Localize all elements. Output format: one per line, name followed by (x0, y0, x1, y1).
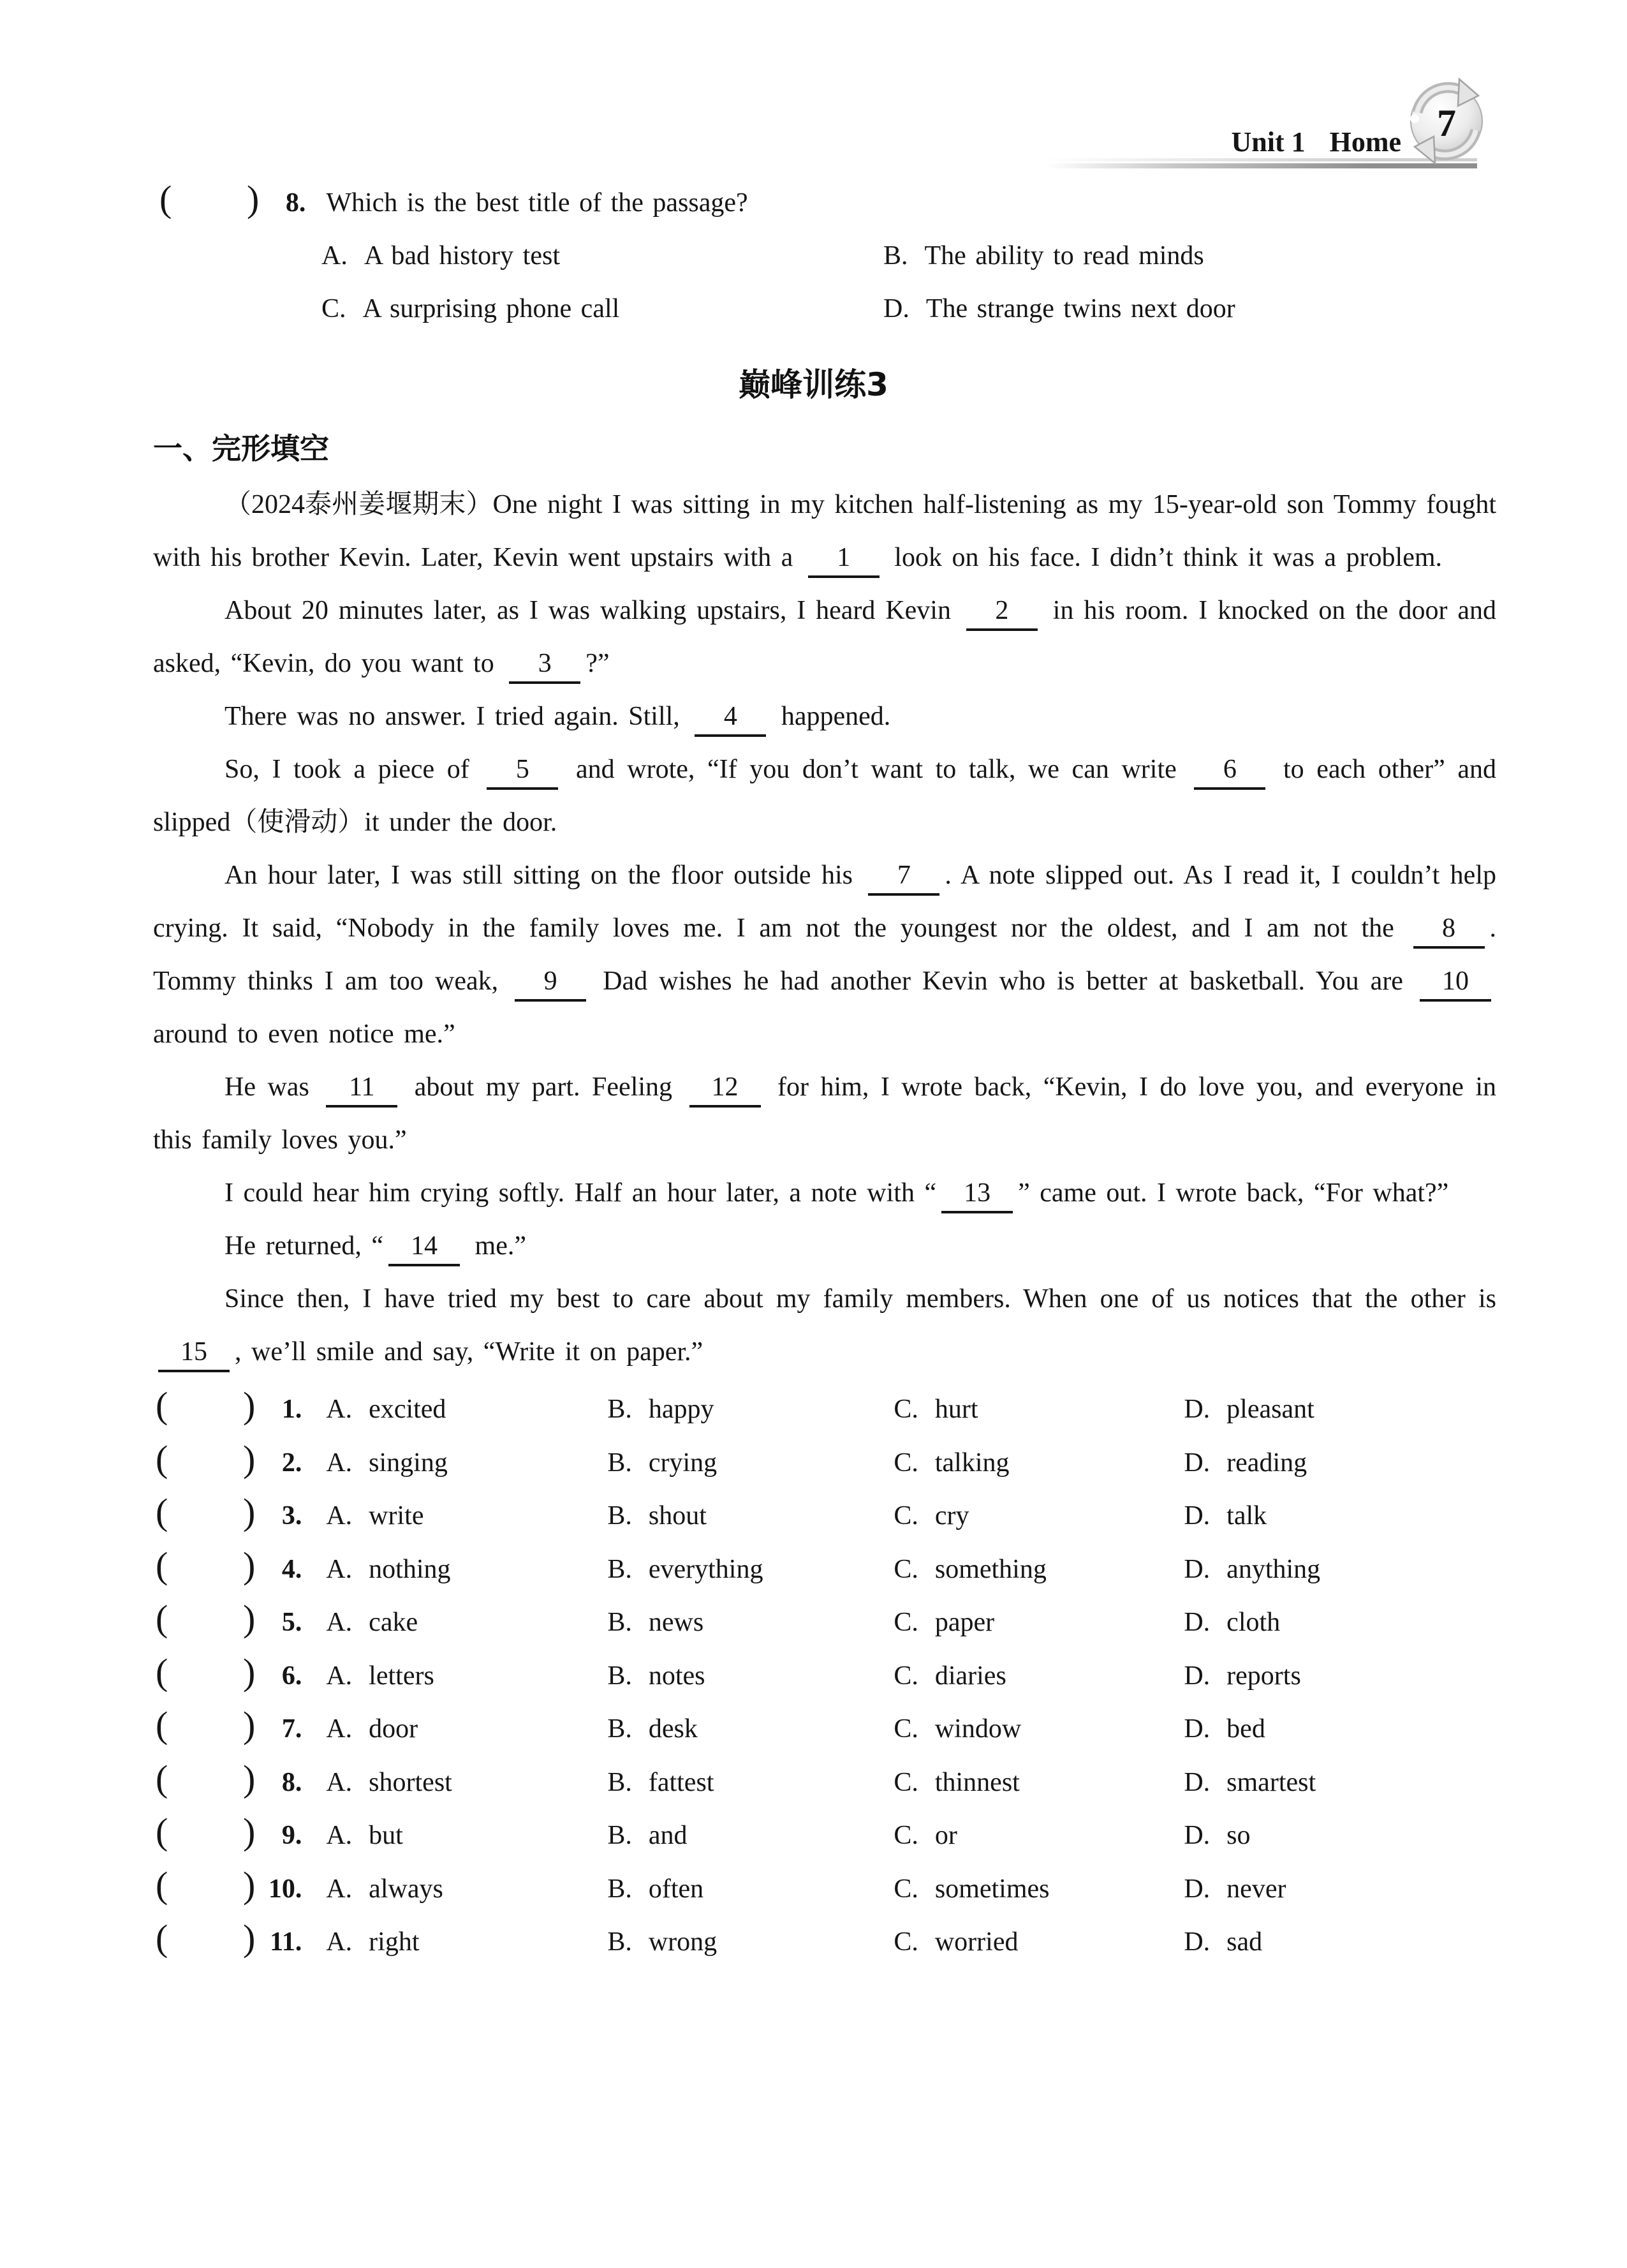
option-text: right (369, 1927, 420, 1957)
option-letter: C. (894, 1395, 918, 1424)
option-letter: B. (607, 1767, 632, 1797)
option-text: A bad history test (364, 241, 560, 271)
option-text: shout (648, 1501, 707, 1531)
option-letter: A. (326, 1608, 353, 1637)
option-b (607, 1490, 894, 1543)
answer-paren-close: ) (247, 178, 260, 219)
option-c (894, 1543, 1184, 1597)
option-text: everything (648, 1554, 763, 1584)
option-d (1184, 1543, 1627, 1597)
cloze-question-row-8 (156, 1752, 1627, 1805)
option-letter: C. (894, 1501, 918, 1531)
answer-paren-open: ( (156, 1650, 168, 1693)
option-letter: B. (607, 1395, 632, 1424)
option-text: sad (1226, 1927, 1263, 1957)
passage-paragraph: He returned, “ 14 me.” (153, 1220, 1496, 1273)
option-text: news (648, 1608, 704, 1637)
question-number: 4. (281, 1554, 302, 1584)
answer-paren-close: ) (243, 1917, 256, 1959)
option-letter: D. (1184, 1448, 1211, 1478)
option-d (1184, 1916, 1627, 1969)
option-text: shortest (369, 1767, 452, 1797)
answer-paren-open: ( (156, 1811, 168, 1852)
option-letter: D. (1184, 1554, 1211, 1584)
cloze-blank-6: 6 (1194, 755, 1265, 790)
option-letter: B. (883, 241, 908, 271)
answer-paren-open: ( (156, 1757, 168, 1799)
option-c (894, 1596, 1184, 1650)
cloze-question-row-11 (156, 1911, 1627, 1965)
answer-paren-close: ) (243, 1704, 256, 1745)
option-text: pleasant (1226, 1395, 1314, 1424)
option-letter: A. (326, 1448, 353, 1478)
option-letter: D. (883, 294, 909, 323)
option-a (326, 1383, 607, 1437)
option-d (1184, 1596, 1627, 1650)
page-number: 7 (1437, 101, 1456, 144)
option-d (1184, 1490, 1627, 1543)
answer-paren-open: ( (156, 1704, 168, 1745)
cloze-question-row-10 (156, 1858, 1627, 1912)
option-letter: C. (894, 1874, 918, 1904)
option-b (883, 230, 1627, 283)
answer-paren-open: ( (156, 1864, 168, 1906)
section-title: 巅峰训练3 (739, 366, 888, 403)
option-letter: B. (607, 1448, 632, 1478)
option-letter: A. (321, 241, 348, 271)
option-letter: B. (607, 1661, 632, 1691)
option-c (894, 1863, 1184, 1916)
option-text: but (369, 1821, 403, 1850)
answer-paren-open: ( (156, 1491, 168, 1532)
cloze-question-row-2 (156, 1432, 1627, 1486)
passage-paragraph: Since then, I have tried my best to care about my family members. When one of us notices that the other is 15 , we’ll smile and say, “Write it on paper.” (153, 1273, 1496, 1379)
option-d (1184, 1703, 1627, 1756)
option-a (326, 1809, 607, 1863)
cloze-question-row-3 (156, 1485, 1627, 1539)
option-b (607, 1543, 894, 1597)
option-letter: A. (326, 1554, 353, 1584)
cloze-blank-11: 11 (326, 1072, 397, 1108)
cloze-question-row-1 (156, 1379, 1627, 1432)
option-letter: B. (607, 1501, 632, 1531)
option-c (894, 1916, 1184, 1969)
option-letter: A. (326, 1927, 353, 1957)
cloze-passage (153, 478, 1496, 1379)
option-d (1184, 1437, 1627, 1490)
option-letter: C. (894, 1448, 918, 1478)
cloze-blank-3: 3 (509, 649, 580, 684)
option-text: nothing (369, 1554, 451, 1584)
option-text: letters (369, 1661, 434, 1691)
answer-paren-close: ) (243, 1650, 256, 1693)
option-c (894, 1756, 1184, 1810)
option-text: door (369, 1714, 418, 1744)
option-text: reading (1226, 1448, 1307, 1478)
answer-paren-open: ( (156, 1437, 168, 1479)
answer-paren-close: ) (243, 1597, 256, 1639)
option-c (894, 1437, 1184, 1490)
option-text: sometimes (934, 1874, 1050, 1904)
option-letter: A. (326, 1767, 353, 1797)
option-text: cloth (1226, 1608, 1281, 1637)
option-text: cake (369, 1608, 418, 1637)
cloze-blank-1: 1 (808, 543, 880, 578)
answer-paren-close: ) (243, 1491, 256, 1532)
cloze-blank-12: 12 (689, 1072, 761, 1108)
option-letter: B. (607, 1821, 632, 1850)
option-c (321, 283, 883, 336)
option-letter: D. (1184, 1767, 1211, 1797)
question-number: 7. (281, 1714, 302, 1744)
option-a (326, 1756, 607, 1810)
option-text: hurt (934, 1395, 978, 1424)
unit-title (1231, 126, 1401, 158)
question-options (321, 230, 1627, 336)
option-text: The ability to read minds (924, 241, 1204, 271)
option-letter: C. (894, 1608, 918, 1637)
cloze-blank-8: 8 (1413, 914, 1485, 949)
part-heading: 一、完形填空 (153, 431, 329, 466)
option-text: desk (648, 1714, 698, 1744)
passage-paragraph: There was no answer. I tried again. Still, 4 happened. (153, 690, 1496, 743)
option-a (326, 1916, 607, 1969)
answer-paren-close: ) (243, 1437, 256, 1479)
option-text: singing (369, 1448, 448, 1478)
question-number: 8. (281, 1767, 302, 1797)
option-text: diaries (934, 1661, 1006, 1691)
option-letter: B. (607, 1874, 632, 1904)
question-number: 11. (270, 1927, 302, 1957)
option-b (607, 1756, 894, 1810)
option-d (1184, 1809, 1627, 1863)
cloze-blank-10: 10 (1420, 967, 1491, 1002)
option-letter: B. (607, 1554, 632, 1584)
option-b (607, 1596, 894, 1650)
option-letter: A. (326, 1714, 353, 1744)
option-b (607, 1383, 894, 1437)
cloze-question-row-9 (156, 1805, 1627, 1858)
passage-paragraph: I could hear him crying softly. Half an hour later, a note with “ 13 ” came out. I wrote back, “For what?” (153, 1167, 1496, 1220)
option-letter: D. (1184, 1661, 1211, 1691)
option-text: so (1226, 1821, 1251, 1850)
option-text: notes (648, 1661, 705, 1691)
option-text: talking (934, 1448, 1010, 1478)
cloze-questions (156, 1379, 1627, 1965)
option-c (894, 1490, 1184, 1543)
question-number: 9. (281, 1821, 302, 1850)
question-number: 2. (281, 1448, 302, 1478)
option-text: wrong (648, 1927, 718, 1957)
option-letter: B. (607, 1608, 632, 1637)
option-a (321, 230, 883, 283)
cloze-blank-13: 13 (941, 1178, 1013, 1213)
passage-paragraph: An hour later, I was still sitting on the floor outside his 7 . A note slipped out. As I read it, I couldn’t help crying. It said, “Nobody in the family loves me. I am not the youngest nor the oldest, and I am not the 8 . Tommy thinks I am too weak, 9 Dad wishes he had another Kevin who is better at basketball. You are 10 around to even notice me.” (153, 861, 1496, 1049)
option-letter: A. (326, 1501, 353, 1531)
option-text: A surprising phone call (362, 294, 620, 323)
answer-paren-close: ) (243, 1384, 256, 1426)
answer-paren-close: ) (243, 1811, 256, 1852)
unit-label: Unit 1 (1231, 126, 1306, 158)
option-text: something (934, 1554, 1047, 1584)
cloze-question-row-4 (156, 1539, 1627, 1592)
option-c (894, 1809, 1184, 1863)
option-d (1184, 1383, 1627, 1437)
answer-paren-open: ( (156, 1917, 168, 1959)
option-text: smartest (1226, 1767, 1316, 1797)
cloze-blank-5: 5 (487, 755, 558, 790)
option-d (1184, 1650, 1627, 1703)
cloze-blank-14: 14 (388, 1231, 460, 1266)
option-a (326, 1596, 607, 1650)
option-b (607, 1437, 894, 1490)
option-letter: C. (894, 1767, 918, 1797)
question-number: 10. (268, 1874, 302, 1904)
option-b (607, 1916, 894, 1969)
option-letter: D. (1184, 1874, 1211, 1904)
option-letter: D. (1184, 1821, 1211, 1850)
option-text: fattest (648, 1767, 714, 1797)
option-b (607, 1863, 894, 1916)
option-letter: D. (1184, 1395, 1211, 1424)
option-d (1184, 1863, 1627, 1916)
page-number-badge (1401, 74, 1492, 170)
option-text: window (934, 1714, 1022, 1744)
option-text: never (1226, 1874, 1286, 1904)
option-letter: C. (894, 1714, 918, 1744)
option-letter: D. (1184, 1501, 1211, 1531)
cloze-blank-7: 7 (868, 861, 939, 896)
passage-paragraph: About 20 minutes later, as I was walking upstairs, I heard Kevin 2 in his room. I knocked on the door and asked, “Kevin, do you want to 3 ?” (153, 584, 1496, 690)
answer-paren-close: ) (243, 1544, 256, 1586)
option-a (326, 1543, 607, 1597)
option-d (1184, 1756, 1627, 1810)
option-letter: C. (894, 1661, 918, 1691)
answer-paren-open: ( (159, 178, 172, 219)
passage-paragraph: （2024泰州姜堰期末）One night I was sitting in my kitchen half-listening as my 15-year-old son Tommy fought with his brother Kevin. Later, Kevin went upstairs with a 1 look on his face. I didn’t think it was a problem. (153, 478, 1496, 584)
option-letter: C. (894, 1927, 918, 1957)
answer-paren-open: ( (156, 1597, 168, 1639)
answer-paren-close: ) (243, 1757, 256, 1799)
option-a (326, 1437, 607, 1490)
option-letter: B. (607, 1927, 632, 1957)
option-a (326, 1650, 607, 1703)
option-text: worried (934, 1927, 1019, 1957)
option-text: or (934, 1821, 957, 1850)
option-a (326, 1863, 607, 1916)
cloze-blank-4: 4 (695, 702, 766, 737)
passage-paragraph: So, I took a piece of 5 and wrote, “If you don’t want to talk, we can write 6 to each other” and slipped（使滑动）it under the door. (153, 755, 1496, 837)
passage-paragraph: He was 11 about my part. Feeling 12 for him, I wrote back, “Kevin, I do love you, and everyone in this family loves you.” (153, 1072, 1497, 1155)
question-number: 8. (285, 188, 306, 218)
answer-paren-open: ( (156, 1384, 168, 1426)
option-text: reports (1226, 1661, 1301, 1691)
unit-name: Home (1329, 126, 1401, 158)
option-c (894, 1703, 1184, 1756)
option-text: excited (369, 1395, 446, 1424)
cloze-blank-2: 2 (966, 596, 1038, 631)
question-stem: Which is the best title of the passage? (326, 188, 748, 218)
option-text: happy (648, 1395, 714, 1424)
option-text: bed (1226, 1714, 1265, 1744)
question-number: 1. (281, 1395, 302, 1424)
option-b (607, 1650, 894, 1703)
option-letter: A. (326, 1821, 353, 1850)
option-letter: D. (1184, 1927, 1211, 1957)
option-text: paper (934, 1608, 995, 1637)
option-letter: D. (1184, 1608, 1211, 1637)
option-letter: C. (321, 294, 346, 323)
cloze-blank-9: 9 (515, 967, 586, 1002)
option-text: often (648, 1874, 704, 1904)
option-b (607, 1809, 894, 1863)
answer-paren-open: ( (156, 1544, 168, 1586)
option-letter: A. (326, 1661, 353, 1691)
cloze-blank-15: 15 (158, 1337, 230, 1372)
option-text: crying (648, 1448, 718, 1478)
option-letter: A. (326, 1395, 353, 1424)
option-text: write (369, 1501, 424, 1531)
option-letter: D. (1184, 1714, 1211, 1744)
option-text: always (369, 1874, 443, 1904)
cloze-question-row-6 (156, 1645, 1627, 1699)
option-letter: C. (894, 1821, 918, 1850)
option-text: and (648, 1821, 688, 1850)
option-c (894, 1650, 1184, 1703)
option-letter: B. (607, 1714, 632, 1744)
option-text: thinnest (934, 1767, 1020, 1797)
reading-question-8 (159, 172, 1627, 336)
option-d (883, 283, 1627, 336)
question-number: 6. (281, 1661, 302, 1691)
option-c (894, 1383, 1184, 1437)
option-a (326, 1703, 607, 1756)
question-number: 3. (281, 1501, 302, 1531)
question-stem-row (159, 172, 1627, 230)
option-letter: C. (894, 1554, 918, 1584)
option-text: anything (1226, 1554, 1321, 1584)
option-text: cry (934, 1501, 969, 1531)
option-a (326, 1490, 607, 1543)
option-text: talk (1226, 1501, 1267, 1531)
option-b (607, 1703, 894, 1756)
cloze-question-row-5 (156, 1592, 1627, 1645)
cloze-question-row-7 (156, 1698, 1627, 1752)
answer-paren-close: ) (243, 1864, 256, 1906)
question-number: 5. (281, 1608, 302, 1637)
option-text: The strange twins next door (925, 294, 1235, 323)
option-letter: A. (326, 1874, 353, 1904)
page-header (0, 0, 1627, 159)
